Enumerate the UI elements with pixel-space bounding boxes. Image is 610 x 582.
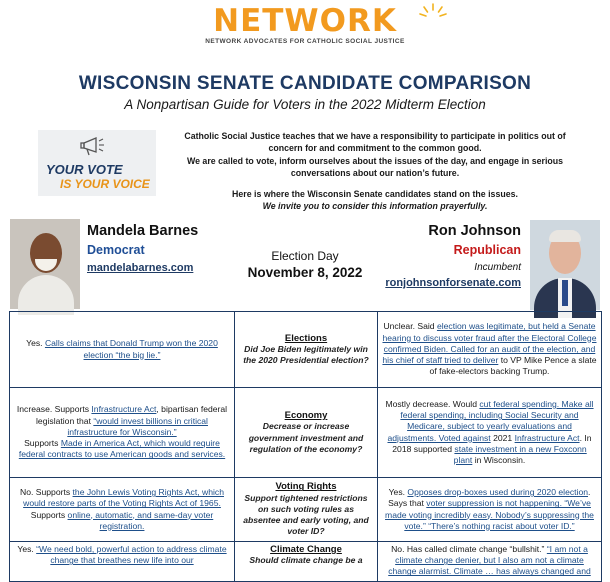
vote-graphic-line1: YOUR VOTE	[46, 162, 123, 177]
source-link[interactable]: Calls claims that Donald Trump won the 2020 election “the big lie.”	[44, 338, 218, 360]
intro-paragraph: Here is where the Wisconsin Senate candidates stand on the issues.	[232, 188, 518, 199]
intro-text	[170, 130, 580, 212]
johnson-photo	[530, 220, 600, 310]
candidate-right-status: Incumbent	[474, 262, 521, 273]
issue-comparison-table	[9, 311, 602, 582]
issue-title: Voting Rights	[275, 481, 337, 493]
table-row	[10, 388, 602, 478]
source-link[interactable]: state investment in a new Foxconn plant	[453, 443, 587, 465]
left-position-elections: Yes. Calls claims that Donald Trump won the 2020 election “the big lie.”	[10, 312, 235, 388]
source-link[interactable]: Opposes drop-boxes used during 2020 election	[407, 487, 588, 498]
source-link[interactable]: Infrastructure Act	[91, 404, 157, 415]
table-row	[10, 478, 602, 542]
issue-elections	[235, 312, 378, 388]
intro-paragraph: Catholic Social Justice teaches that we have a responsibility to participate in politics out of concern for and commitment to the common good.	[184, 131, 566, 154]
barnes-photo	[10, 219, 80, 309]
candidate-left-link[interactable]: mandelabarnes.com	[87, 262, 194, 274]
intro-paragraph: We are called to vote, inform ourselves about the issues of the day, and engage in serious conversations about our nation’s future.	[186, 155, 564, 179]
right-position-voting-rights: Yes. Opposes drop-boxes used during 2020 election. Says that voter suppression is not happening. “We’ve made voting incredibly easy. Nobody’s suppressing the vote.” “There’s nothing racist about voter ID.”	[378, 478, 602, 542]
issue-voting-rights	[235, 478, 378, 542]
candidate-right-link[interactable]: ronjohnsonforsenate.com	[385, 277, 521, 289]
megaphone-icon	[80, 134, 110, 158]
election-day-date: November 8, 2022	[247, 265, 363, 280]
source-link[interactable]: election was legitimate, but held a Senate hearing to discuss voter fraud after the Electoral College confirmed Biden. Called for an audit of the election, and his chief of staff tried to deliver	[382, 321, 597, 366]
issue-question: Decrease or increase government investment and regulation of the economy?	[248, 421, 364, 454]
issue-title: Economy	[284, 410, 328, 422]
sun-icon	[418, 2, 448, 32]
logo-wordmark: NETWORK	[213, 3, 397, 39]
issue-title: Climate Change	[270, 544, 342, 555]
left-position-voting-rights: No. Supports the John Lewis Voting Rights Act, which would restore parts of the Voting Rights Act of 1965. Supports online, automatic, and same-day voter registration.	[10, 478, 235, 542]
issue-question: Should climate change be a	[249, 555, 363, 566]
page-title: WISCONSIN SENATE CANDIDATE COMPARISON	[78, 73, 532, 94]
election-day-label: Election Day	[271, 249, 339, 263]
source-link[interactable]: online, automatic, and same-day voter registration.	[67, 509, 214, 531]
left-position-climate: Yes. “We need bold, powerful action to address climate change that breathes new life into our	[10, 542, 235, 582]
issue-economy	[235, 388, 378, 478]
candidate-right-party: Republican	[453, 243, 521, 257]
right-position-elections: Unclear. Said election was legitimate, but held a Senate hearing to discuss voter fraud after the Electoral College confirmed Biden. Called for an audit of the election, and his chief of staff tried to deliver to VP Mike Pence a slate of fake-electors backing Trump.	[378, 312, 602, 388]
logo-tagline: NETWORK ADVOCATES FOR CATHOLIC SOCIAL JUSTICE	[205, 38, 405, 45]
vote-graphic-line2: IS YOUR VOICE	[60, 177, 150, 191]
issue-question: Did Joe Biden legitimately win the 2020 Presidential election?	[243, 343, 369, 366]
issue-climate-change	[235, 542, 378, 582]
source-link[interactable]: “We need bold, powerful action to address climate change that breathes new life into our	[36, 544, 227, 566]
source-link[interactable]: “I am not a climate change denier, but I also am not a climate change alarmist. Climate … has always changed and	[388, 544, 591, 577]
table-row	[10, 312, 602, 388]
candidate-left-name: Mandela Barnes	[87, 223, 199, 239]
left-position-economy: Increase. Supports Infrastructure Act, bipartisan federal legislation that “would invest billions in critical infrastructure for Wisconsin.” Supports Made in America Act, which would require federal contracts to use American goods and services.	[10, 388, 235, 478]
source-link[interactable]: voter suppression is not happening. “We’ve made voting incredibly easy. Nobody’s suppressing the vote.” “There’s nothing racist about voter ID.”	[385, 498, 594, 531]
source-link[interactable]: Made in America Act, which would require federal contracts to use American goods and services.	[18, 438, 226, 460]
network-logo	[0, 4, 610, 45]
right-position-economy: Mostly decrease. Would cut federal spending. Make all federal spending, including Social Security and Medicare, subject to yearly evaluations and adjustments. Voted against 2021 Infrastructure Act. In 2018 supported state investment in a new Foxconn plant in Wisconsin.	[378, 388, 602, 478]
table-row	[10, 542, 602, 582]
right-position-climate: No. Has called climate change “bullshit.” “I am not a climate change denier, but I also am not a climate change alarmist. Climate … has always changed and	[378, 542, 602, 582]
source-link[interactable]: “would invest billions in critical infrastructure for Wisconsin.”	[67, 415, 208, 437]
source-link[interactable]: cut federal spending. Make all federal spending, including Social Security and Medicare, subject to yearly evaluations and adjustments. Voted against	[387, 398, 594, 443]
election-day	[230, 249, 380, 280]
intro-invitation: We invite you to consider this information prayerfully.	[262, 201, 488, 212]
your-vote-graphic	[38, 130, 156, 196]
candidate-right-name: Ron Johnson	[428, 223, 521, 239]
source-link[interactable]: Infrastructure Act	[514, 432, 580, 443]
candidate-left-party: Democrat	[87, 243, 145, 257]
issue-question: Support tightened restrictions on such voting rules as absentee and early voting, and voter ID?	[243, 492, 369, 537]
source-link[interactable]: the John Lewis Voting Rights Act, which would restore parts of the Voting Rights Act of 1965.	[23, 487, 224, 509]
issue-title: Elections	[284, 332, 328, 344]
page-subtitle: A Nonpartisan Guide for Voters in the 2022 Midterm Election	[124, 97, 486, 112]
